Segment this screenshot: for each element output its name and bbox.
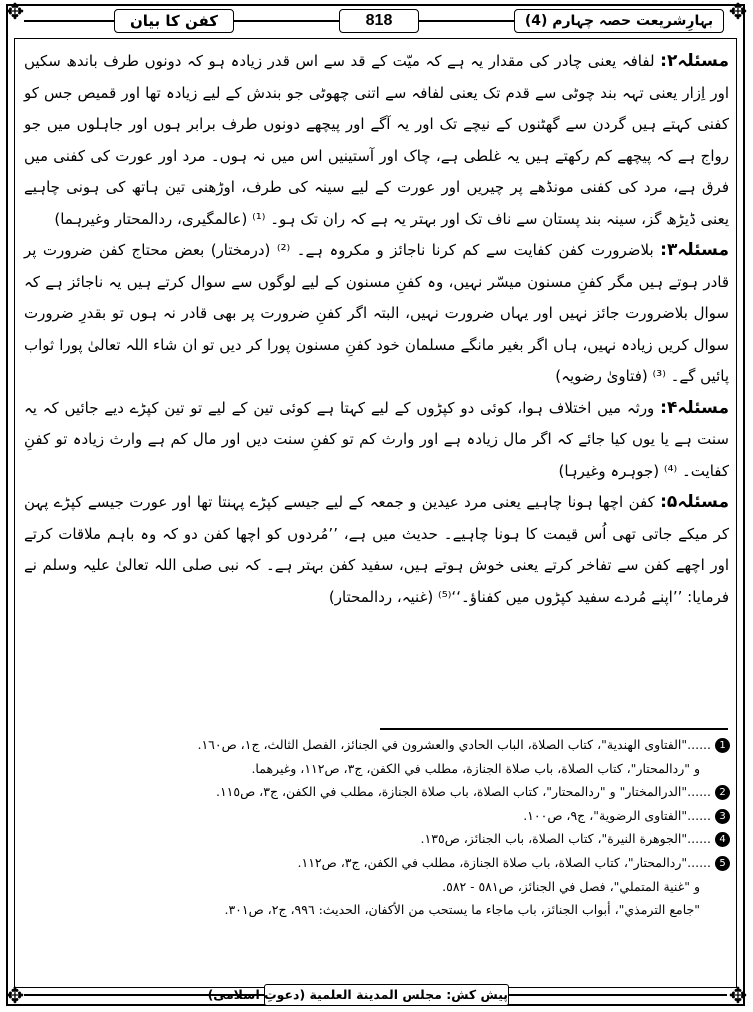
footnote-divider [380,728,728,730]
footnote-number: 3 [715,809,730,824]
footnote: 3......"الفتاوى الرضوية"، ج٩، ص١٠٠. [24,804,730,828]
book-title: بہارِشریعت حصہ چہارم (4) [514,9,724,33]
footnote-number: 5 [715,856,730,871]
page-header [14,6,737,36]
footnote: و "غنية المتملي"، فصل في الجنائز، ص٥٨١ - ٥٨٢. [442,878,700,894]
ornament-icon: ✥ [728,984,748,1009]
paragraph-text: لفافہ یعنی چادر کی مقدار یہ ہے کہ میّت کے قد سے اس قدر زیادہ ہو کہ دونوں طرف باندھ سکیں اور اِزار یعنی تہہ بند چوٹی سے قدم تک یعنی لفافہ سے اتنی چھوٹی جو بندش کے لیے زیادہ تھا اور قمیص جس کو کفنی کہتے ہیں گردن سے گھٹنوں کے نیچے تک اور یہ آگے اور پیچھے دونوں طرف برابر ہوں اور جاہلوں میں جو رواج ہے کہ پیچھے کم رکھتے ہیں یہ غلطی ہے، چاک اور آستینیں اس میں نہ ہوں۔ مرد اور عورت کی کفنی میں فرق ہے، مرد کی کفنی مونڈھے پر چیریں اور عورت کے لیے سینہ کی طرف، اوڑھنی تین ہاتھ کی ہونی چاہیے یعنی ڈیڑھ گز، سینہ بند پستان سے ناف تک اور بہتر یہ ہے کہ ران تک ہو۔ ⁽¹⁾ (عالمگیری، ردالمحتار وغیرہما) [24,52,729,228]
paragraph [24,393,729,488]
footnote: 2......"الدرالمختار" و "ردالمحتار"، كتاب الصلاة، باب صلاة الجنازة، مطلب في الكفن، ج٣، ص١١٥. [24,780,730,804]
paragraph-text: کفن اچھا ہونا چاہیے یعنی مرد عیدین و جمعہ کے لیے جیسے کپڑے پہنتا تھا اور عورت جیسے کپڑے پہن کر میکے جاتی تھی اُس قیمت کا ہونا چاہیے۔ حدیث میں ہے، ’’مُردوں کو اچھا کفن دو کہ وہ باہم ملاقات کرتے اور اچھے کفن سے تفاخر کرتے یعنی خوش ہوتے ہیں، سفید کفن بہتر ہے۔ کہ نبی صلی اللہ تعالیٰ علیہ وسلم نے فرمایا: ’’اپنے مُردے سفید کپڑوں میں کفناؤ۔‘‘⁽⁵⁾ (غنیہ، ردالمحتار) [24,493,729,606]
masala-label: مسئلہ۳: [660,240,729,260]
footnote: 4......"الجوهرة النيرة"، كتاب الصلاة، باب الجنائز، ص١٣٥. [24,827,730,851]
footnote-number: 2 [715,785,730,800]
ornament-icon: ✥ [5,0,25,25]
paragraph-text: ورثہ میں اختلاف ہوا، کوئی دو کپڑوں کے لیے کہتا ہے کوئی تین کے لیے تو تین کپڑے دیے جائیں کہ یہ سنت ہے یا یوں کیا جائے کہ اگر مال زیادہ ہے اور وارث کم تو کفنِ سنت دیں اور مال کم ہے وارث زیادہ تو کفنِ کفایت۔ ⁽⁴⁾ (جوہرہ وغیرہا) [24,398,729,480]
footnote: 1......"الفتاوى الهندية"، كتاب الصلاة، الباب الحادي والعشرون في الجنائز، الفصل الثالث، ج١، ص١٦٠. [24,733,730,757]
page-footer [14,988,737,1006]
footnote-number: 4 [715,832,730,847]
section-title: کفن کا بیان [114,9,234,33]
footnote: و "ردالمحتار"، كتاب الصلاة، باب صلاة الجنازة، مطلب في الكفن، ج٣، ص١١٢، وغيرهما. [251,760,700,776]
footnote-number: 1 [715,738,730,753]
paragraph [24,487,729,613]
masala-label: مسئلہ۲: [660,51,729,71]
paragraph [24,235,729,393]
main-text [24,46,729,613]
ornament-icon: ✥ [728,0,748,25]
footnote: 5......"ردالمحتار"، كتاب الصلاة، باب صلاة الجنازة، مطلب في الكفن، ج٣، ص١١٢. [24,851,730,875]
paragraph [24,46,729,235]
page-number: 818 [339,9,419,33]
ornament-icon: ✥ [5,984,25,1009]
publisher-label: پیش کش: مجلس المدينة العلمية (دعوتِ اسلامی) [264,984,509,1006]
paragraph-text: بلاضرورت کفن کفایت سے کم کرنا ناجائز و مکروہ ہے۔ ⁽²⁾ (درمختار) بعض محتاج کفن ضرورت پر قادر ہوتے ہیں مگر کفنِ مسنون میسّر نہیں، وہ کفنِ مسنون کے لیے لوگوں سے سوال کرتے ہیں یہ ناجائز ہے کہ سوال بلاضرورت جائز نہیں اور یہاں ضرورت نہیں، البتہ اگر کفنِ ضرورت پر بھی قادر نہ ہوں تو بقدرِ ضرورت سوال کریں زیادہ نہیں، ہاں اگر بغیر مانگے مسلمان خود کفنِ مسنون پورا کر دیں تو ان شاء اللہ تعالیٰ پورا ثواب پائیں گے۔ ⁽³⁾ (فتاویٰ رضویہ) [24,241,729,385]
masala-label: مسئلہ۴: [660,397,729,418]
masala-label: مسئلہ۵: [660,492,729,512]
footnotes [24,733,730,922]
footnote: "جامع الترمذي"، أبواب الجنائز، باب ماجاء ما يستحب من الأكفان، الحديث: ٩٩٦، ج٢، ص٣٠١. [224,902,700,918]
